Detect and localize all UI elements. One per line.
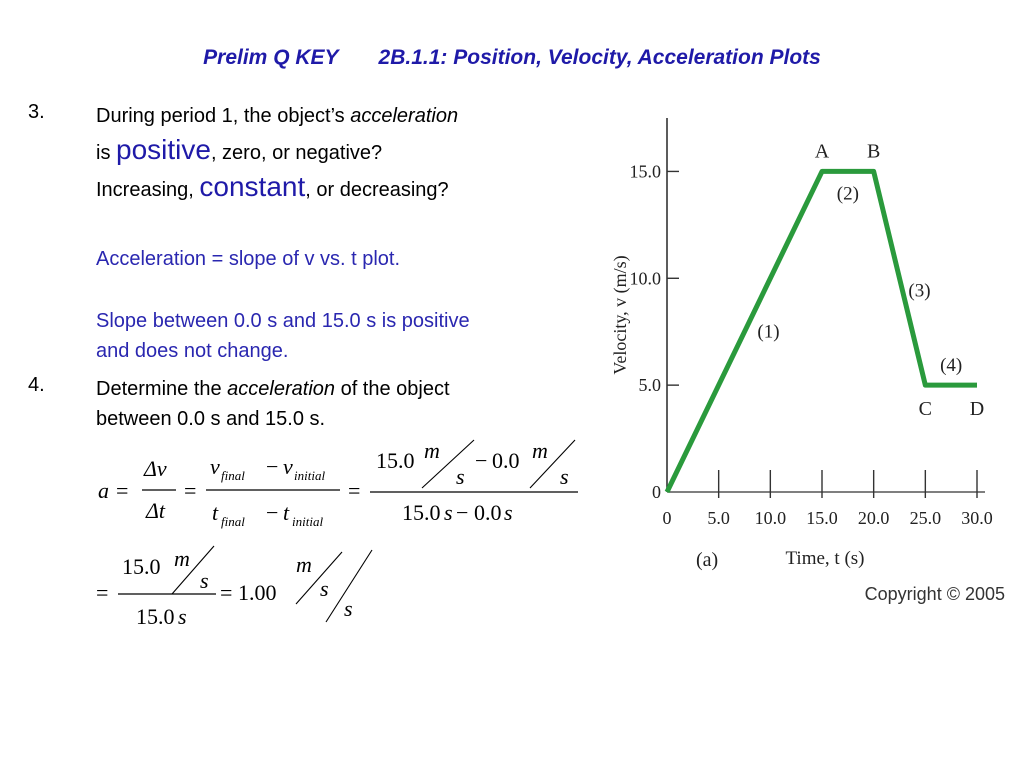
eq2-s-1: s (200, 568, 209, 593)
question-3-line-2: is positive, zero, or negative? (96, 134, 383, 165)
x-tick-label: 0 (662, 508, 672, 528)
eq-result-m: m (296, 552, 312, 577)
eq-num-m-2: m (532, 438, 548, 463)
eq-num-15: 15.0 (376, 448, 415, 473)
x-tick-label: 30.0 (961, 508, 993, 528)
eq2-m: m (174, 546, 190, 571)
segment-label: (2) (836, 183, 859, 205)
topic-title: 2B.1.1: Position, Velocity, Acceleration Plots (378, 46, 821, 69)
question-4-text: Determine the acceleration of the object between 0.0 s and 15.0 s. (96, 378, 450, 430)
eq-sub-final-2: final (221, 514, 245, 529)
eq-den-15: 15.0 (402, 500, 441, 525)
y-tick-label: 15.0 (629, 161, 661, 182)
x-tick-label: 15.0 (806, 508, 838, 528)
key-label: Prelim Q KEY (203, 46, 339, 69)
page-title (0, 46, 1024, 70)
eq-v-final: v (210, 454, 220, 479)
eq-result-s-1: s (320, 576, 329, 601)
eq-den-s-2: s (504, 500, 513, 525)
copyright-text: Copyright © 2005 (864, 584, 1005, 604)
eq-den-s-1: s (444, 500, 453, 525)
y-axis-label: Velocity, v (m/s) (610, 255, 630, 375)
y-tick-label: 0 (652, 482, 661, 502)
x-tick-label: 20.0 (857, 508, 890, 528)
eq2-den-15: 15.0 (136, 604, 175, 629)
eq-num-s-1: s (456, 464, 465, 489)
eq-num-minus: − (475, 448, 488, 473)
eq-minus-2: − (266, 500, 279, 525)
eq-result-s-2: s (344, 596, 353, 621)
answer-explanation-2: Slope between 0.0 s and 15.0 s is positive and does not change. (96, 310, 470, 362)
eq2-den-s: s (178, 604, 187, 629)
eq-sub-initial-2: initial (292, 514, 324, 529)
point-label: C (918, 398, 933, 421)
point-label: D (969, 398, 985, 421)
x-tick-label: 5.0 (707, 508, 730, 528)
eq-sub-final-1: final (221, 468, 245, 483)
eq-delta-v: Δv (144, 456, 167, 481)
question-3-text (96, 101, 458, 205)
velocity-series-line (667, 171, 977, 492)
eq-a: a (98, 478, 109, 503)
question-3-line-1: During period 1, the object’s acceleration (96, 105, 459, 127)
segment-label: (4) (940, 355, 963, 377)
answer-constant: constant (199, 171, 306, 202)
eq-delta-t: Δt (146, 498, 166, 523)
x-axis-label: Time, t (s) (785, 548, 865, 569)
answer-positive: positive (116, 134, 211, 165)
eq-num-m-1: m (424, 438, 440, 463)
x-tick-label: 10.0 (754, 508, 787, 528)
eq-sub-initial-1: initial (294, 468, 326, 483)
point-label: A (814, 140, 830, 163)
eq-equals-3: = (348, 478, 361, 503)
eq-den-0: 0.0 (474, 500, 502, 525)
eq-minus-1: − (266, 454, 279, 479)
eq-num-s-2: s (560, 464, 569, 489)
eq-result: 1.00 (238, 580, 277, 605)
x-tick-label: 25.0 (909, 508, 942, 528)
answer-explanation-1: Acceleration = slope of v vs. t plot. (96, 248, 401, 270)
eq-num-0: 0.0 (492, 448, 520, 473)
eq-t-final: t (212, 500, 219, 525)
segment-label: (3) (908, 280, 931, 302)
eq-v-initial: v (283, 454, 293, 479)
acceleration-equation (90, 436, 590, 636)
eq-equals-5: = (220, 580, 233, 605)
panel-label: (a) (696, 549, 719, 571)
eq-equals-2: = (184, 478, 197, 503)
point-label: B (866, 140, 881, 163)
eq2-num-15: 15.0 (122, 554, 161, 579)
eq-t-initial: t (283, 500, 290, 525)
velocity-time-chart (600, 100, 1020, 620)
y-tick-label: 5.0 (638, 375, 661, 396)
eq-den-minus: − (456, 500, 469, 525)
question-4-number: 4. (28, 374, 45, 396)
question-3-line-3: Increasing, constant, or decreasing? (96, 171, 449, 202)
segment-label: (1) (757, 321, 780, 343)
eq-equals-4: = (96, 580, 109, 605)
eq-equals-1: = (116, 478, 129, 503)
y-tick-label: 10.0 (629, 268, 661, 289)
question-3-number: 3. (28, 101, 45, 123)
